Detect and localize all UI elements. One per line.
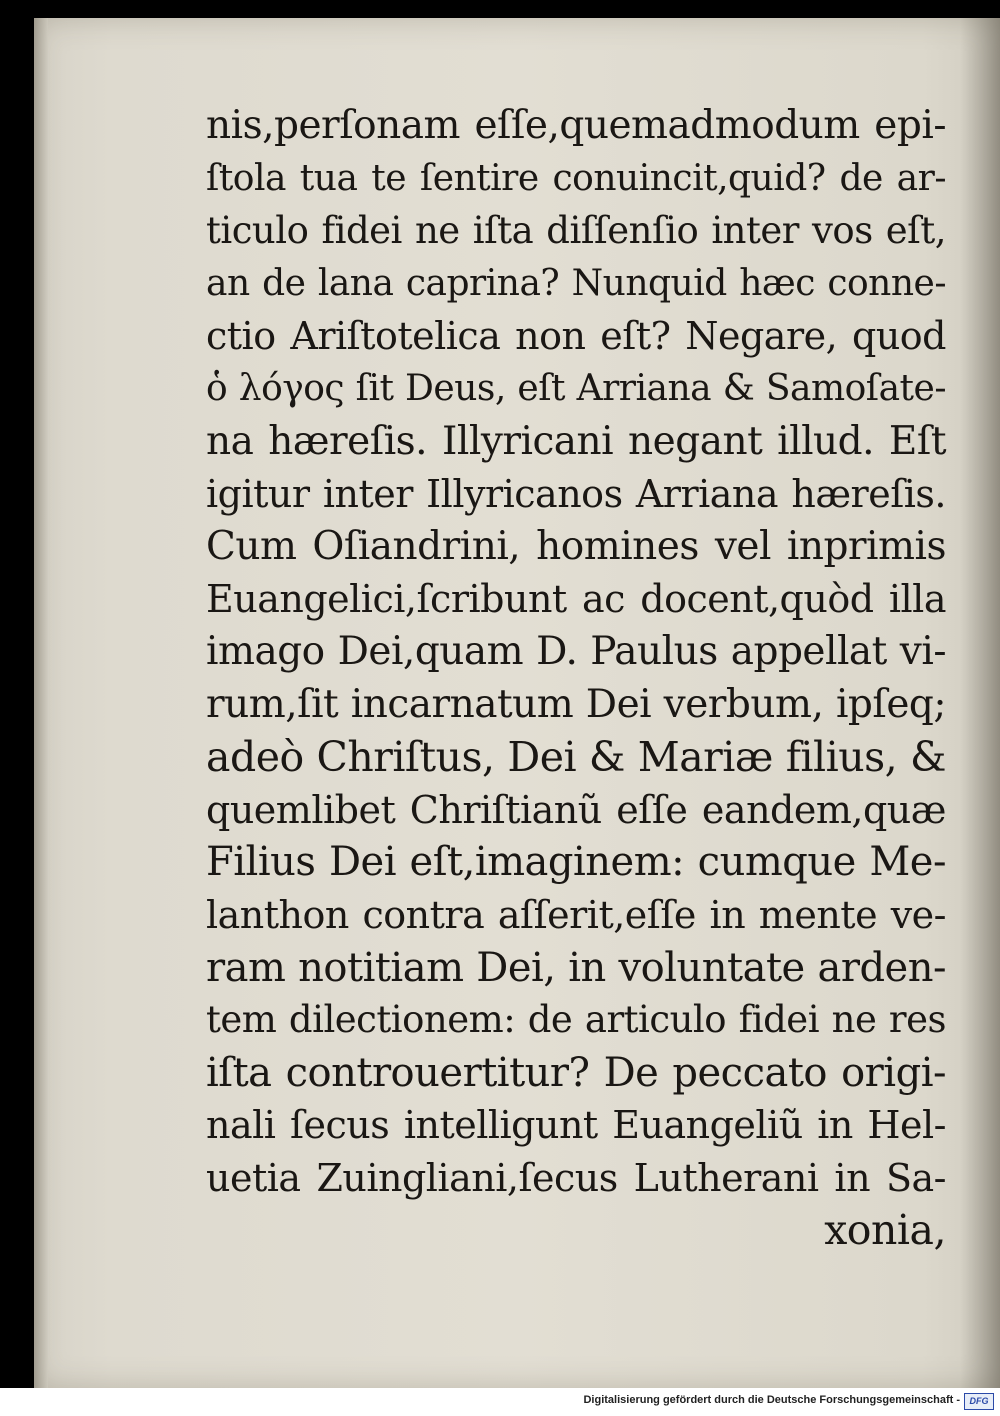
text-line: lanthon contra aſſerit,eſſe in mente ve- bbox=[206, 892, 946, 937]
page-gutter bbox=[34, 18, 48, 1388]
text-line: ctio Ariſtotelica non eſt? Negare, quod bbox=[206, 314, 946, 359]
text-line: Cum Oſiandrini, homines vel inprimis bbox=[206, 523, 946, 569]
page-edge-shadow bbox=[960, 18, 1000, 1388]
dfg-logo-icon: DFG bbox=[964, 1393, 994, 1410]
page-body-text bbox=[206, 100, 946, 1257]
text-line: ram notitiam Dei, in voluntate arden- bbox=[206, 944, 946, 991]
book-page bbox=[34, 18, 1000, 1388]
text-line: nis,perſonam eſſe,quemadmodum epi- bbox=[206, 103, 946, 148]
digitization-footer bbox=[0, 1388, 1000, 1416]
text-line: an de lana caprina? Nunquid hæc conne- bbox=[206, 262, 946, 304]
funding-credit: Digitalisierung gefördert durch die Deutsche Forschungsgemeinschaft - bbox=[583, 1394, 960, 1406]
text-line: imago Dei,quam D. Paulus appellat vi- bbox=[206, 628, 946, 674]
text-line: ſtola tua te ſentire conuincit,quid? de ar- bbox=[206, 157, 946, 199]
text-line: adeò Chriſtus, Dei & Mariæ filius, & bbox=[206, 733, 946, 782]
text-line: ὁ λόγος ſit Deus, eſt Arriana & Samoſate- bbox=[206, 367, 946, 409]
text-line: rum,ſit incarnatum Dei verbum, ipſeq; bbox=[206, 681, 946, 727]
text-line: na hæreſis. Illyricani negant illud. Eſt bbox=[206, 418, 946, 464]
text-line: Euangelici,ſcribunt ac docent,quòd illa bbox=[206, 577, 946, 622]
catchword: xonia, bbox=[824, 1206, 946, 1255]
text-line: quemlibet Chriſtianũ eſſe eandem,quæ bbox=[206, 787, 946, 832]
text-line: igitur inter Illyricanos Arriana hæreſis. bbox=[206, 472, 946, 517]
text-line: uetia Zuingliani,ſecus Lutherani in Sa- bbox=[206, 1155, 946, 1200]
text-line: Filius Dei eſt,imaginem: cumque Me- bbox=[206, 839, 946, 886]
text-line: tem dilectionem: de articulo fidei ne res bbox=[206, 998, 946, 1042]
text-line: ticulo fidei ne iſta diſſenſio inter vos eſt, bbox=[206, 209, 946, 253]
text-line: nali ſecus intelligunt Euangeliũ in Hel- bbox=[206, 1103, 946, 1148]
text-line: iſta controuertitur? De peccato origi- bbox=[206, 1049, 946, 1096]
